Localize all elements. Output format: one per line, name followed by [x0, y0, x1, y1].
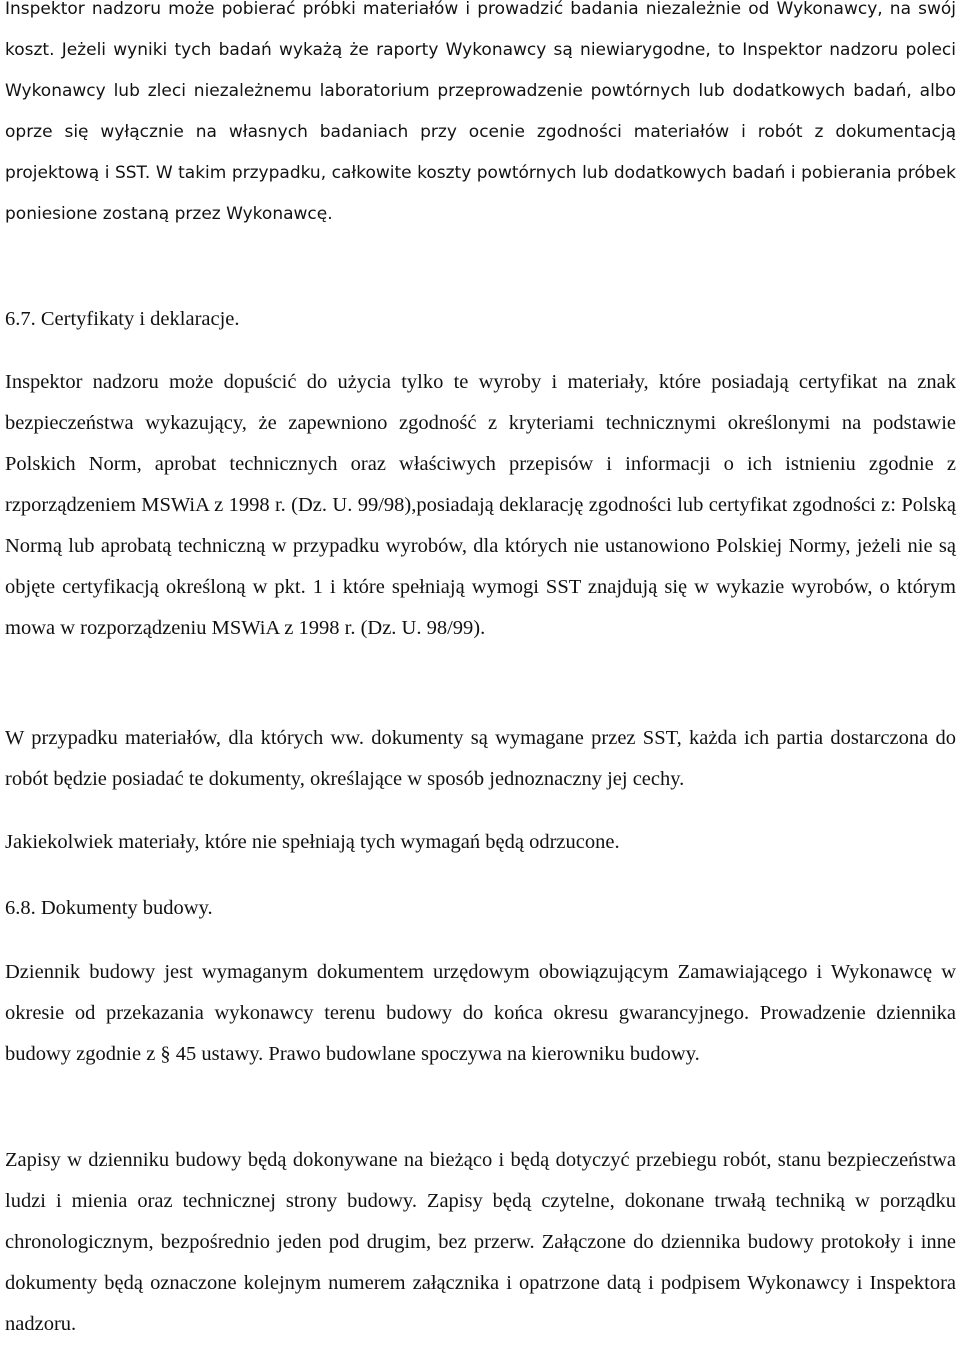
- paragraph-intro: Inspektor nadzoru może pobierać próbki materiałów i prowadzić badania niezależnie od Wykonawcy, na swój koszt. Jeżeli wyniki tych badań wykażą że raporty Wykonawcy są niewiarygodne, to Inspektor nadzoru poleci Wykonawcy lub zleci niezależnemu laboratorium przeprowadzenie powtórnych lub dodatkowych badań, albo oprze się wyłącznie na własnych badaniach przy ocenie zgodności materiałów i robót z dokumentacją projektową i SST. W takim przypadku, całkowite koszty powtórnych lub dodatkowych badań i pobierania próbek poniesione zostaną przez Wykonawcę.: [5, 0, 956, 224]
- paragraph-diary-2: Zapisy w dzienniku budowy będą dokonywane na bieżąco i będą dotyczyć przebiegu robót, stanu bezpieczeństwa ludzi i mienia oraz technicznej strony budowy. Zapisy będą czytelne, dokonane trwałą techniką w porządku chronologicznym, bezpośrednio jeden pod drugim, bez przerw. Załączone do dziennika budowy protokoły i inne dokumenty będą oznaczone kolejnym numerem załącznika i opatrzone datą i podpisem Wykonawcy i Inspektora nadzoru.: [5, 1149, 956, 1335]
- paragraph-rejection: Jakiekolwiek materiały, które nie spełniają tych wymagań będą odrzucone.: [5, 831, 620, 853]
- paragraph-documents-required: W przypadku materiałów, dla których ww. dokumenty są wymagane przez SST, każda ich partia dostarczona do robót będzie posiadać te dokumenty, określające w sposób jednoznaczny jej cechy.: [5, 727, 956, 790]
- paragraph-diary-1: Dziennik budowy jest wymaganym dokumentem urzędowym obowiązującym Zamawiającego i Wykonawcę w okresie od przekazania wykonawcy terenu budowy do końca okresu gwarancyjnego. Prowadzenie dziennika budowy zgodnie z § 45 ustawy. Prawo budowlane spoczywa na kierowniku budowy.: [5, 961, 956, 1065]
- heading-documents: 6.8. Dokumenty budowy.: [5, 897, 213, 919]
- paragraph-certificates: Inspektor nadzoru może dopuścić do użycia tylko te wyroby i materiały, które posiadają certyfikat na znak bezpieczeństwa wykazujący, że zapewniono zgodność z kryteriami technicznymi określonymi na podstawie Polskich Norm, aprobat technicznych oraz właściwych przepisów i informacji o ich istnieniu zgodnie z rzporządzeniem MSWiA z 1998 r. (Dz. U. 99/98),posiadają deklarację zgodności lub certyfikat zgodności z: Polską Normą lub aprobatą techniczną w przypadku wyrobów, dla których nie ustanowiono Polskiej Normy, jeżeli nie są objęte certyfikacją określoną w pkt. 1 i które spełniają wymogi SST znajdują się w wykazie wyrobów, o którym mowa w rozporządzeniu MSWiA z 1998 r. (Dz. U. 98/99).: [5, 371, 956, 639]
- heading-certificates: 6.7. Certyfikaty i deklaracje.: [5, 308, 240, 330]
